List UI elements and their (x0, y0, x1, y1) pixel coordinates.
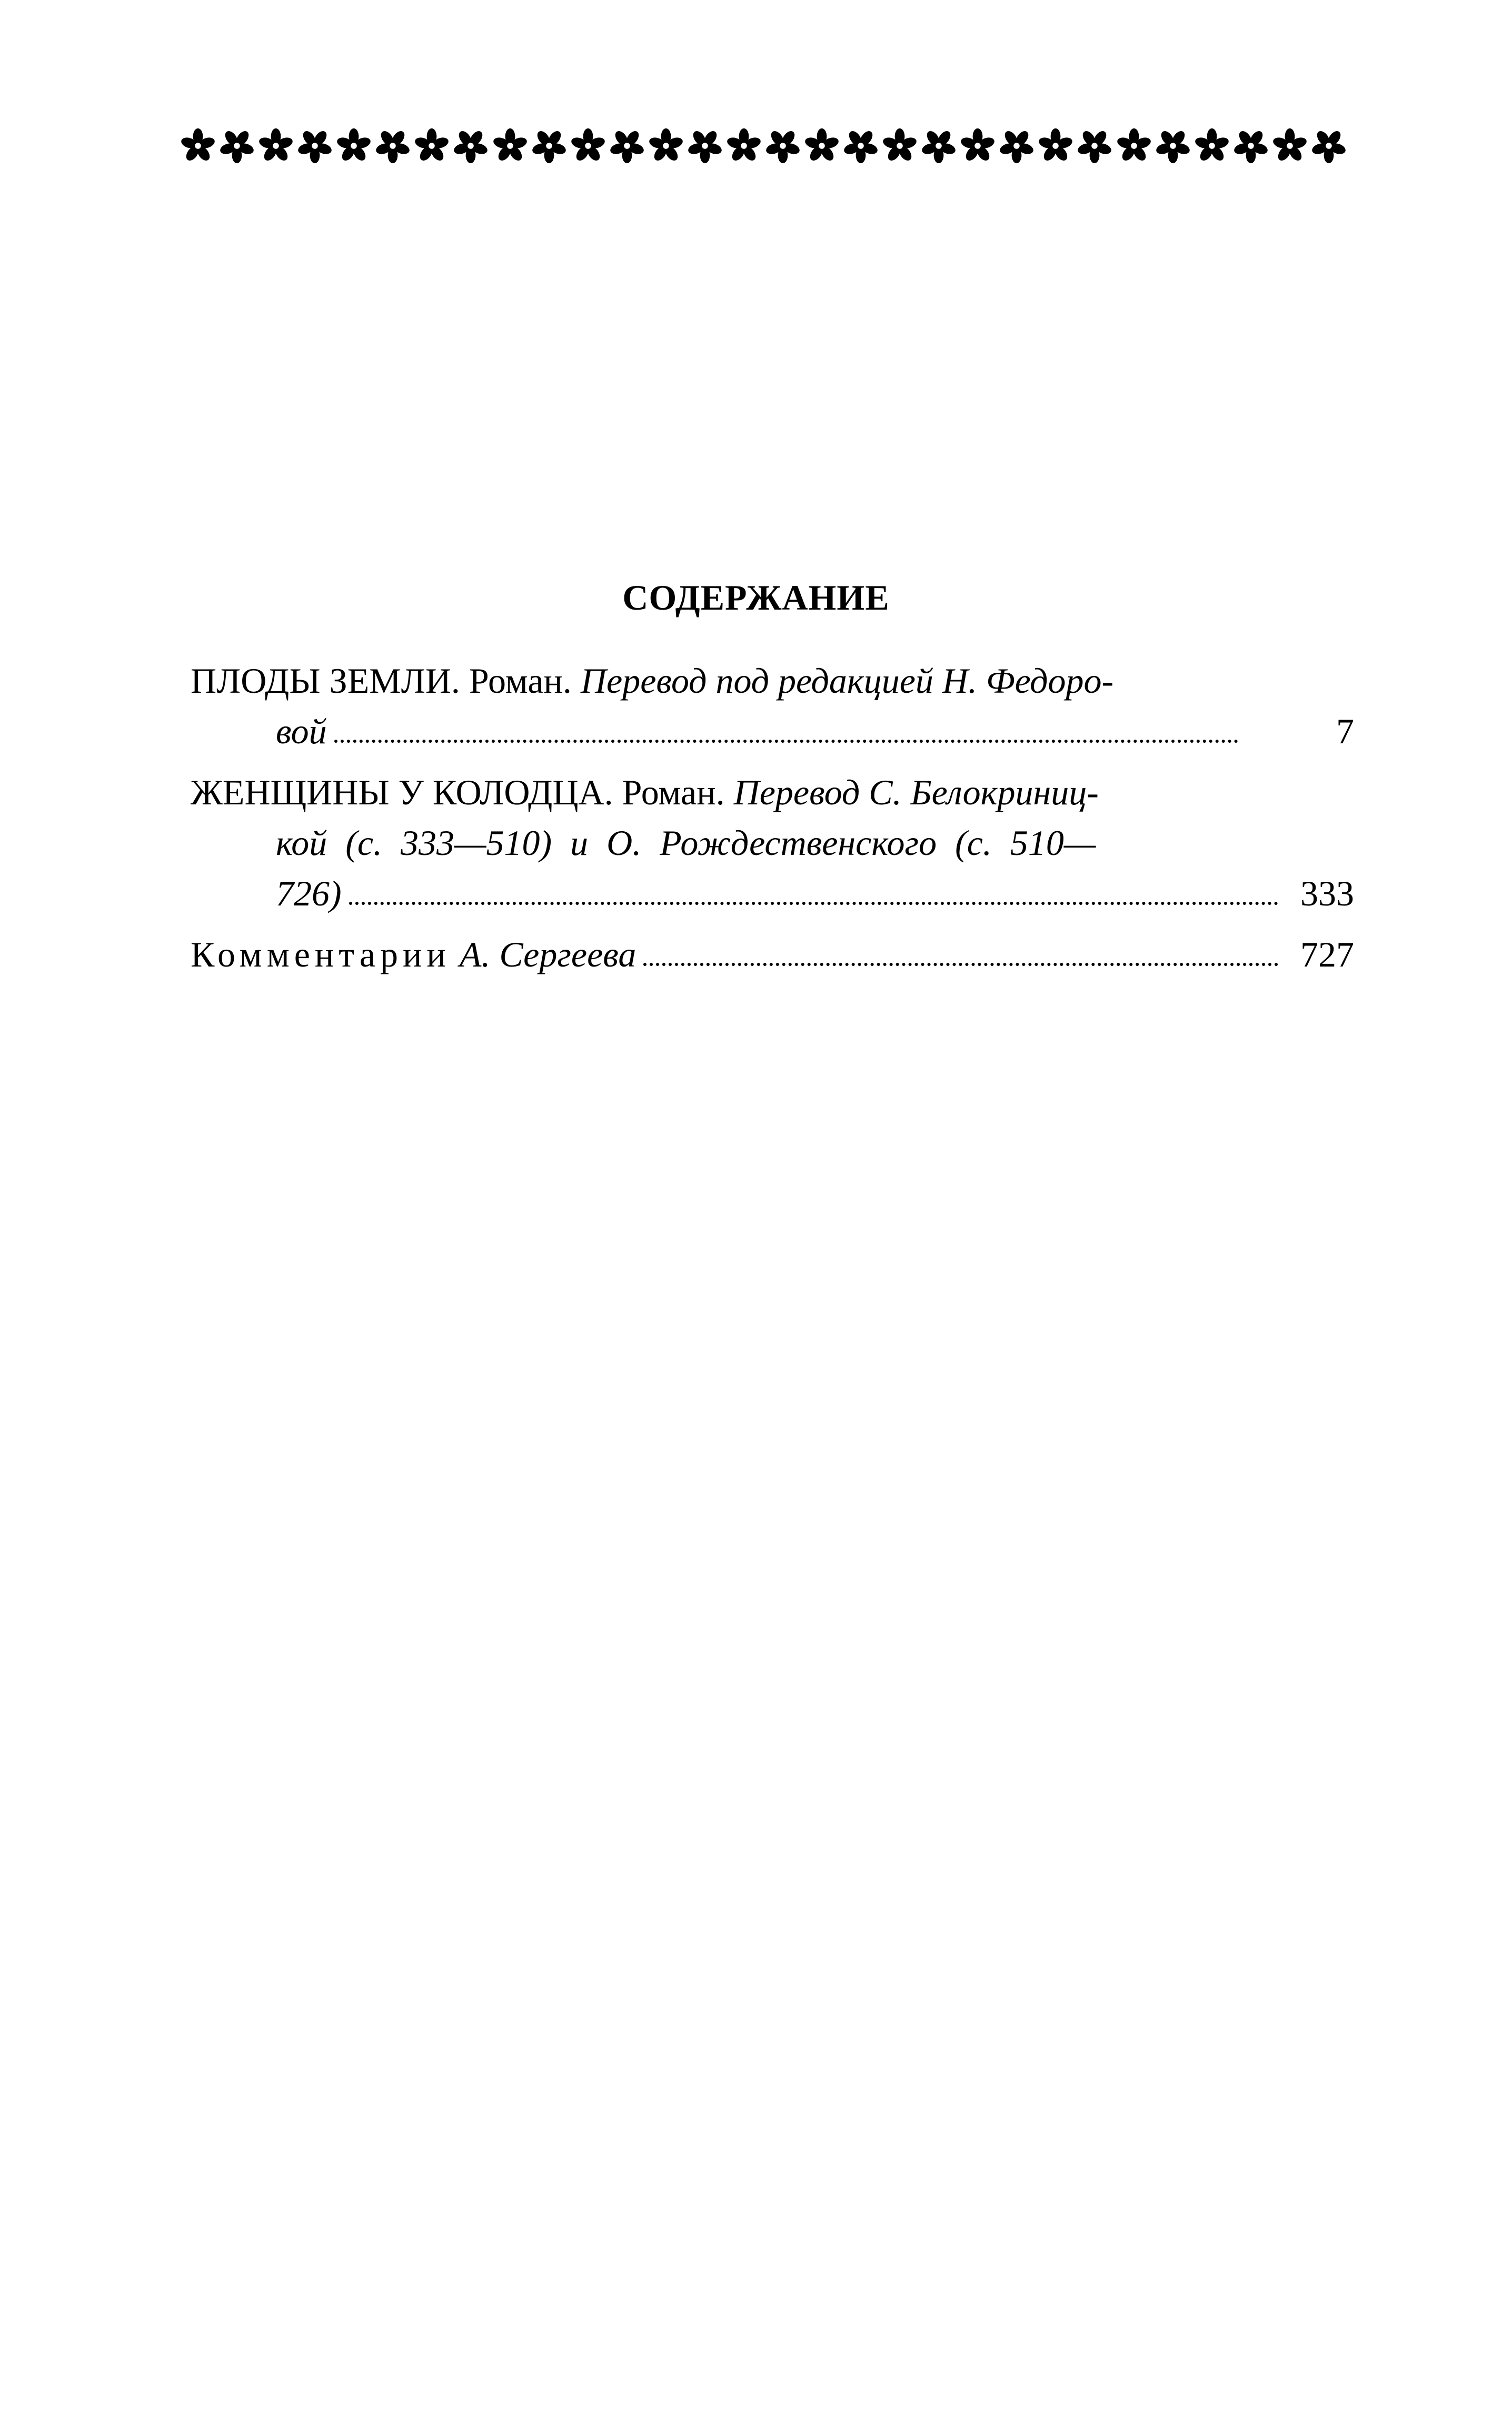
asterisk-flower-icon (1271, 127, 1309, 165)
toc-entry-translator-cont: 726) (276, 873, 342, 913)
toc-page-number: 7 (1336, 711, 1354, 751)
dot-leader (349, 901, 1278, 905)
asterisk-flower-icon (725, 127, 763, 165)
toc-entry-title-group (191, 929, 636, 980)
asterisk-flower-icon (296, 127, 334, 165)
asterisk-flower-icon (647, 127, 685, 165)
page-title: СОДЕРЖАНИЕ (622, 577, 890, 618)
toc-entry-author: А. Сергеева (450, 934, 636, 974)
toc-entry-line (191, 655, 1354, 706)
asterisk-flower-icon (1076, 127, 1113, 165)
toc-entry-translator: Перевод С. Белокриниц- (733, 772, 1099, 812)
asterisk-flower-icon (881, 127, 919, 165)
asterisk-flower-icon (257, 127, 295, 165)
table-of-contents (191, 655, 1354, 990)
toc-entry-title: Комментарии (191, 934, 451, 974)
asterisk-flower-icon (218, 127, 256, 165)
asterisk-flower-icon (998, 127, 1036, 165)
asterisk-flower-icon (764, 127, 802, 165)
asterisk-flower-icon (920, 127, 958, 165)
asterisk-flower-icon (686, 127, 724, 165)
toc-page-number: 333 (1300, 873, 1354, 913)
asterisk-flower-icon (803, 127, 841, 165)
asterisk-flower-icon (413, 127, 451, 165)
dot-leader (643, 962, 1278, 966)
toc-entry-translator-cont: кой (с. 333—510) и О. Рождественского (с. 510— (276, 823, 1096, 863)
asterisk-flower-icon (1154, 127, 1192, 165)
ornament-row (179, 117, 1348, 175)
toc-entry-zhenshchiny (191, 767, 1354, 919)
asterisk-flower-icon (530, 127, 568, 165)
asterisk-flower-icon (491, 127, 529, 165)
asterisk-flower-icon (842, 127, 880, 165)
asterisk-flower-icon (1193, 127, 1231, 165)
asterisk-flower-icon (452, 127, 490, 165)
toc-entry-line (191, 818, 1354, 868)
asterisk-flower-icon (569, 127, 607, 165)
toc-entry-title: ЖЕНЩИНЫ У КОЛОДЦА. Роман. (191, 772, 734, 812)
asterisk-flower-icon (335, 127, 373, 165)
toc-page-number: 727 (1300, 934, 1354, 974)
toc-entry-last-line (191, 706, 1354, 756)
toc-entry-line (191, 767, 1354, 818)
toc-entry-translator-cont: вой (276, 711, 327, 751)
asterisk-flower-icon (1310, 127, 1348, 165)
asterisk-flower-icon (179, 127, 217, 165)
toc-entry-last-line (191, 929, 1354, 980)
asterisk-flower-icon (1037, 127, 1075, 165)
toc-entry-last-line (191, 868, 1354, 919)
toc-entry-kommentarii (191, 929, 1354, 980)
asterisk-flower-icon (1232, 127, 1270, 165)
asterisk-flower-icon (1115, 127, 1153, 165)
toc-entry-title: ПЛОДЫ ЗЕМЛИ. Роман. (191, 661, 581, 701)
toc-entry-plody-zemli (191, 655, 1354, 756)
asterisk-flower-icon (959, 127, 997, 165)
asterisk-flower-icon (608, 127, 646, 165)
asterisk-flower-icon (374, 127, 412, 165)
toc-entry-translator: Перевод под редакцией Н. Федоро- (580, 661, 1114, 701)
dot-leader (334, 739, 1238, 743)
